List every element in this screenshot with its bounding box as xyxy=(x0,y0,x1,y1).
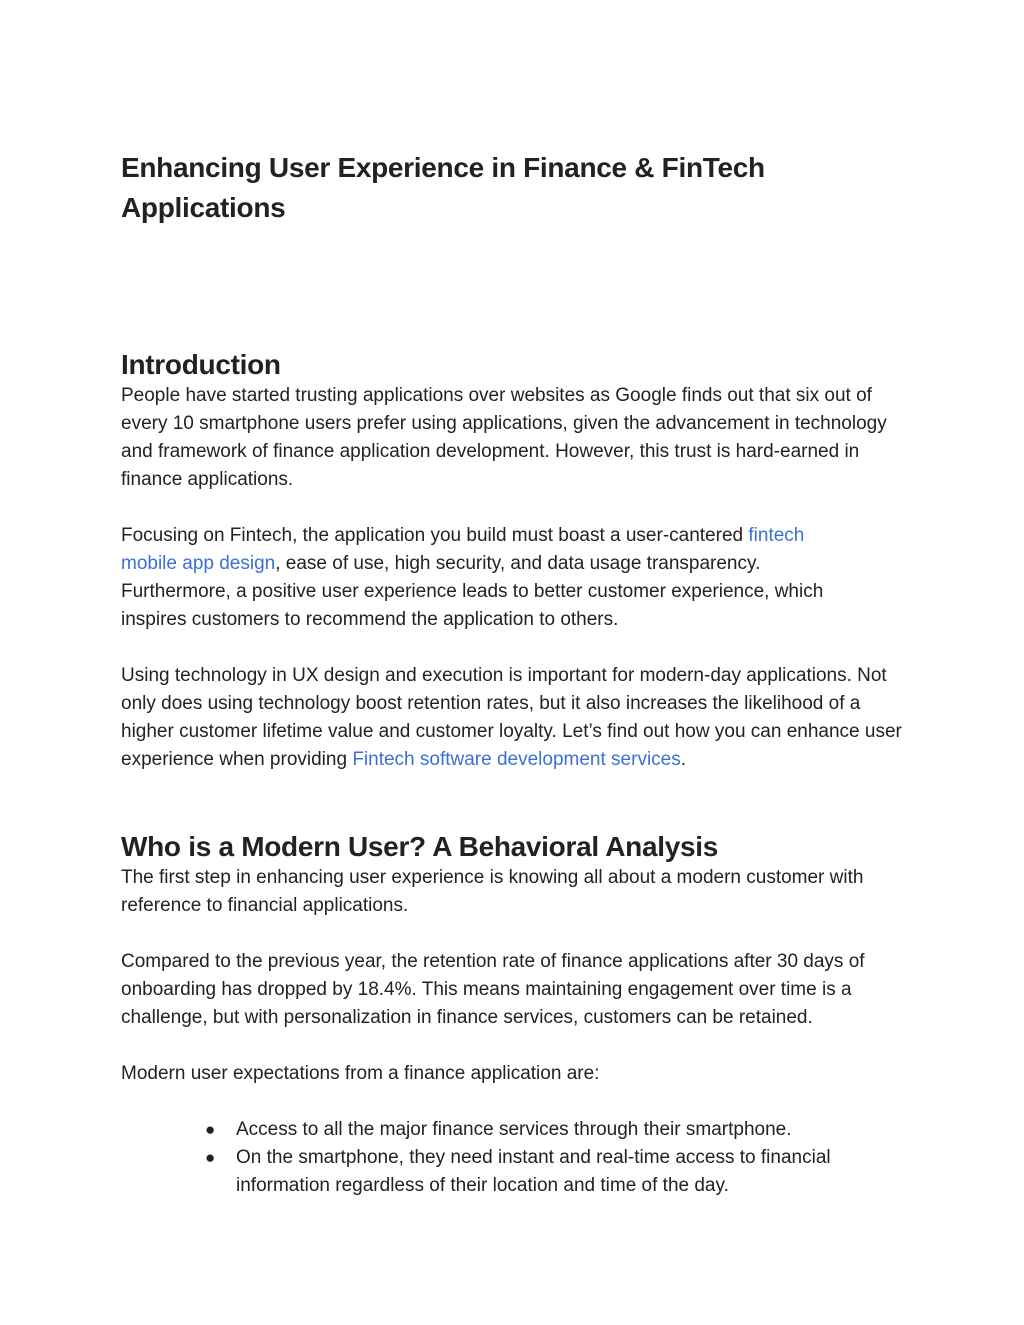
intro-paragraph-3-period: . xyxy=(680,749,687,770)
document-title-line-2: Applications xyxy=(121,192,286,223)
list-item-text: On the smartphone, they need instant and real-time access to financial information regardless of their location and time of the day. xyxy=(236,1147,831,1196)
bullet-icon: ● xyxy=(205,1120,216,1139)
document-title-line-1: Enhancing User Experience in Finance & FinTech xyxy=(121,152,765,183)
intro-paragraph-3-text: Using technology in UX design and execution is important for modern-day applications. Not only does using technology boost retention rates, but it also increases the likelihood of a higher customer lifetime value and customer loyalty. Let’s find out how you can enhance user experience when providing xyxy=(121,665,902,770)
fintech-mobile-app-design-link[interactable]: fintech mobile app design xyxy=(121,525,805,574)
introduction-heading: Introduction xyxy=(121,349,281,380)
list-item-text: Access to all the major finance services through their smartphone. xyxy=(236,1119,792,1140)
modern-user-paragraph-3: Modern user expectations from a finance application are: xyxy=(121,1063,600,1084)
list-item xyxy=(121,1116,881,1144)
document-title xyxy=(121,148,921,228)
list-item xyxy=(121,1144,881,1200)
intro-paragraph-3 xyxy=(121,662,916,774)
modern-user-paragraph-2: Compared to the previous year, the retention rate of finance applications after 30 days of onboarding has dropped by 18.4%. This means maintaining engagement over time is a challenge, but with personalization in finance services, customers can be retained. xyxy=(121,951,865,1028)
intro-paragraph-1: People have started trusting applications over websites as Google finds out that six out of every 10 smartphone users prefer using applications, given the advancement in technology and framework of finance application development. However, this trust is hard-earned in finance applications. xyxy=(121,385,887,490)
intro-paragraph-2-text-start: Focusing on Fintech, the application you build must boast a user-cantered xyxy=(121,525,749,546)
intro-paragraph-2 xyxy=(121,522,861,634)
fintech-software-development-services-link[interactable]: Fintech software development services xyxy=(352,749,681,770)
intro-paragraph-2-text-end: , ease of use, high security, and data usage transparency. Furthermore, a positive user experience leads to better customer experience, which inspires customers to recommend the application to others. xyxy=(121,553,824,630)
modern-user-paragraph-1: The first step in enhancing user experience is knowing all about a modern customer with reference to financial applications. xyxy=(121,867,864,916)
document-content xyxy=(121,148,921,1200)
modern-user-heading: Who is a Modern User? A Behavioral Analysis xyxy=(121,831,719,862)
expectations-list xyxy=(121,1116,881,1200)
bullet-icon: ● xyxy=(205,1148,216,1167)
